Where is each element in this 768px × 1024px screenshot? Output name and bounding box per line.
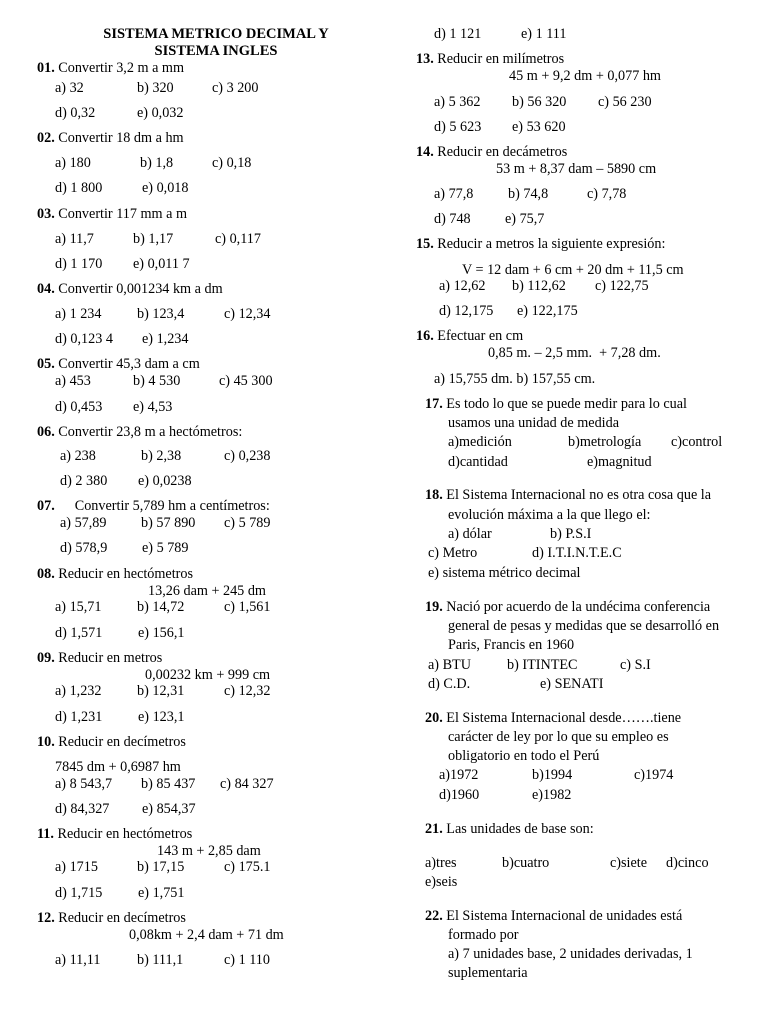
option-d: d) 1 121 xyxy=(434,26,482,42)
option-a: a) 12,62 xyxy=(439,278,486,294)
option-e: e)1982 xyxy=(532,787,572,803)
option-d: d)cinco xyxy=(666,855,709,871)
option-e: e) 156,1 xyxy=(138,625,185,641)
option-e: e) 0,032 xyxy=(137,105,184,121)
option-e: e)seis xyxy=(425,874,458,890)
option-b: b) 1,8 xyxy=(140,155,174,171)
option-d: d) 1 170 xyxy=(55,256,103,272)
question-text-cont: formado por xyxy=(448,927,519,943)
option-e: e) 75,7 xyxy=(505,211,545,227)
question-09 xyxy=(37,651,162,665)
question-text: Convertir 3,2 m a mm xyxy=(58,60,184,76)
option-a: a) 32 xyxy=(55,80,84,96)
option-a: a) 8 543,7 xyxy=(55,776,113,792)
option-c: c)1974 xyxy=(634,767,674,783)
option-a: a) 11,7 xyxy=(55,231,94,247)
question-expression: 45 m + 9,2 dm + 0,077 hm xyxy=(509,68,661,84)
question-number: 04. xyxy=(37,281,55,297)
question-number: 08. xyxy=(37,566,55,582)
question-expression: 7845 dm + 0,6987 hm xyxy=(55,759,181,775)
question-text: Convertir 117 mm a m xyxy=(58,206,188,222)
option-a-cont: suplementaria xyxy=(448,965,528,981)
option-d: d) 5 623 xyxy=(434,119,482,135)
question-text: El Sistema Internacional de unidades está xyxy=(446,908,683,924)
option-e: e) 0,018 xyxy=(142,180,189,196)
option-a: a) 5 362 xyxy=(434,94,481,110)
question-expression: 143 m + 2,85 dam xyxy=(157,843,261,859)
options-ab: a) 15,755 dm. b) 157,55 cm. xyxy=(434,371,596,387)
option-b: b) P.S.I xyxy=(550,526,592,542)
option-a: a) 1,232 xyxy=(55,683,102,699)
question-text: Convertir 23,8 m a hectómetros: xyxy=(58,424,243,440)
question-21 xyxy=(425,822,594,836)
option-a: a) 7 unidades base, 2 unidades derivadas, 1 xyxy=(448,946,693,962)
option-d: d) 0,32 xyxy=(55,105,96,121)
question-03 xyxy=(37,207,187,221)
option-a: a) BTU xyxy=(428,657,471,673)
option-d: d) 1 800 xyxy=(55,180,103,196)
question-text: Las unidades de base son: xyxy=(446,821,594,837)
question-number: 17. xyxy=(425,396,443,412)
question-06 xyxy=(37,425,242,439)
question-16 xyxy=(416,329,523,343)
option-e: e) 53 620 xyxy=(512,119,566,135)
question-number: 05. xyxy=(37,356,55,372)
question-number: 06. xyxy=(37,424,55,440)
option-d: d) I.T.I.N.T.E.C xyxy=(532,545,622,561)
question-17 xyxy=(425,397,687,411)
option-e: e) 4,53 xyxy=(133,399,173,415)
option-a: a) 77,8 xyxy=(434,186,474,202)
question-number: 20. xyxy=(425,710,443,726)
question-10 xyxy=(37,735,186,749)
question-text: El Sistema Internacional desde…….tiene xyxy=(446,710,682,726)
question-text: Reducir en hectómetros xyxy=(58,566,194,582)
option-b: b) ITINTEC xyxy=(507,657,578,673)
option-b: b) 57 890 xyxy=(141,515,196,531)
option-a: a) 57,89 xyxy=(60,515,107,531)
question-14 xyxy=(416,145,567,159)
option-c: c) 3 200 xyxy=(212,80,259,96)
question-number: 11. xyxy=(37,826,54,842)
option-d: d) 748 xyxy=(434,211,471,227)
option-e: e) 854,37 xyxy=(142,801,196,817)
option-c: c) S.I xyxy=(620,657,651,673)
option-d: d)1960 xyxy=(439,787,480,803)
option-a: a) 11,11 xyxy=(55,952,101,968)
option-b: b) 14,72 xyxy=(137,599,185,615)
question-number: 16. xyxy=(416,328,434,344)
question-11 xyxy=(37,827,192,841)
question-text: Reducir en decámetros xyxy=(437,144,568,160)
question-expression: 0,85 m. – 2,5 mm. + 7,28 dm. xyxy=(488,345,661,361)
option-e: e) 122,175 xyxy=(517,303,578,319)
question-number: 09. xyxy=(37,650,55,666)
question-number: 02. xyxy=(37,130,55,146)
question-text: Es todo lo que se puede medir para lo cual xyxy=(446,396,687,412)
option-c: c) 122,75 xyxy=(595,278,649,294)
question-text: Nació por acuerdo de la undécima conferencia xyxy=(446,599,711,615)
question-text-cont: general de pesas y medidas que se desarrolló en xyxy=(448,618,720,634)
option-b: b) 2,38 xyxy=(141,448,182,464)
option-c: c) 45 300 xyxy=(219,373,273,389)
option-b: b) 17,15 xyxy=(137,859,185,875)
question-text: Convertir 18 dm a hm xyxy=(58,130,184,146)
question-number: 03. xyxy=(37,206,55,222)
option-d: d) 1,715 xyxy=(55,885,103,901)
question-text: El Sistema Internacional no es otra cosa que la xyxy=(446,487,712,503)
question-number: 01. xyxy=(37,60,55,76)
option-c: c) 0,18 xyxy=(212,155,252,171)
option-d: d) 12,175 xyxy=(439,303,494,319)
question-text: Convertir 5,789 hm a centímetros: xyxy=(74,498,270,514)
question-number: 10. xyxy=(37,734,55,750)
question-18 xyxy=(425,488,711,502)
option-b: b) 123,4 xyxy=(137,306,185,322)
question-text: Reducir en decímetros xyxy=(58,910,186,926)
page-title-line2: SISTEMA INGLES xyxy=(154,43,278,59)
option-b: b) 112,62 xyxy=(512,278,566,294)
question-text-cont: obligatorio en todo el Perú xyxy=(448,748,600,764)
question-number: 21. xyxy=(425,821,443,837)
question-text-cont: usamos una unidad de medida xyxy=(448,415,619,431)
option-a: a) 180 xyxy=(55,155,91,171)
option-d: d) 0,123 4 xyxy=(55,331,113,347)
option-c: c) Metro xyxy=(428,545,478,561)
option-b: b) 4 530 xyxy=(133,373,181,389)
option-c: c) 0,238 xyxy=(224,448,271,464)
option-a: a)medición xyxy=(448,434,512,450)
option-c: c) 84 327 xyxy=(220,776,274,792)
question-text: Reducir en hectómetros xyxy=(57,826,193,842)
question-01 xyxy=(37,61,184,75)
page-title-line1: SISTEMA METRICO DECIMAL Y xyxy=(103,26,329,42)
option-b: b) 85 437 xyxy=(141,776,196,792)
question-02 xyxy=(37,131,184,145)
option-e: e) 1,751 xyxy=(138,885,185,901)
option-d: d) 84,327 xyxy=(55,801,110,817)
option-b: b)cuatro xyxy=(502,855,550,871)
option-c: c) 12,34 xyxy=(224,306,271,322)
question-number: 19. xyxy=(425,599,443,615)
question-22 xyxy=(425,909,682,923)
option-e: e) 123,1 xyxy=(138,709,185,725)
option-b: b) 56 320 xyxy=(512,94,567,110)
option-e: e)magnitud xyxy=(587,454,652,470)
question-13 xyxy=(416,52,564,66)
question-20 xyxy=(425,711,681,725)
option-b: b) 1,17 xyxy=(133,231,174,247)
option-b: b) 111,1 xyxy=(137,952,184,968)
question-08 xyxy=(37,567,193,581)
option-c: c) 7,78 xyxy=(587,186,627,202)
option-e: e) 0,0238 xyxy=(138,473,192,489)
option-c: c)siete xyxy=(610,855,648,871)
option-c: c) 12,32 xyxy=(224,683,271,699)
option-a: a) dólar xyxy=(448,526,492,542)
question-text: Reducir en milímetros xyxy=(437,51,565,67)
question-15 xyxy=(416,237,665,251)
question-number: 15. xyxy=(416,236,434,252)
option-e: e) 1,234 xyxy=(142,331,189,347)
question-04 xyxy=(37,282,223,296)
option-e: e) 0,011 7 xyxy=(133,256,190,272)
question-number: 18. xyxy=(425,487,443,503)
question-05 xyxy=(37,357,200,371)
question-text-cont: Paris, Francis en 1960 xyxy=(448,637,575,653)
option-a: a)1972 xyxy=(439,767,479,783)
question-number: 22. xyxy=(425,908,443,924)
question-number: 07. xyxy=(37,498,55,514)
option-b: b) 320 xyxy=(137,80,174,96)
option-c: c) 175.1 xyxy=(224,859,271,875)
question-text: Reducir en decímetros xyxy=(58,734,186,750)
question-expression: 53 m + 8,37 dam – 5890 cm xyxy=(496,161,657,177)
option-c: c)control xyxy=(671,434,723,450)
option-c: c) 56 230 xyxy=(598,94,652,110)
question-expression: 0,00232 km + 999 cm xyxy=(145,667,271,683)
question-text-cont: carácter de ley por lo que su empleo es xyxy=(448,729,669,745)
option-b: b)1994 xyxy=(532,767,573,783)
option-b: b)metrología xyxy=(568,434,642,450)
option-c: c) 5 789 xyxy=(224,515,271,531)
question-19 xyxy=(425,600,710,614)
option-b: b) 12,31 xyxy=(137,683,185,699)
option-a: a) 15,71 xyxy=(55,599,102,615)
option-d: d) 0,453 xyxy=(55,399,103,415)
question-number: 13. xyxy=(416,51,434,67)
option-d: d) 2 380 xyxy=(60,473,108,489)
question-12 xyxy=(37,911,186,925)
option-e: e) 1 111 xyxy=(521,26,567,42)
option-c: c) 1 110 xyxy=(224,952,270,968)
question-text: Efectuar en cm xyxy=(437,328,524,344)
option-e: e) SENATI xyxy=(540,676,604,692)
option-d: d) 1,231 xyxy=(55,709,103,725)
question-07 xyxy=(37,499,270,513)
question-number: 12. xyxy=(37,910,55,926)
question-expression: V = 12 dam + 6 cm + 20 dm + 11,5 cm xyxy=(462,262,684,278)
question-expression: 0,08km + 2,4 dam + 71 dm xyxy=(129,927,284,943)
option-d: d)cantidad xyxy=(448,454,508,470)
option-c: c) 0,117 xyxy=(215,231,261,247)
option-a: a) 1 234 xyxy=(55,306,102,322)
option-a: a) 453 xyxy=(55,373,91,389)
question-expression: 13,26 dam + 245 dm xyxy=(148,583,266,599)
option-a: a) 238 xyxy=(60,448,96,464)
option-a: a) 1715 xyxy=(55,859,98,875)
option-b: b) 74,8 xyxy=(508,186,549,202)
question-number: 14. xyxy=(416,144,434,160)
option-c: c) 1,561 xyxy=(224,599,271,615)
option-d: d) 1,571 xyxy=(55,625,103,641)
question-text: Reducir a metros la siguiente expresión: xyxy=(437,236,666,252)
option-e: e) sistema métrico decimal xyxy=(428,565,581,581)
question-text: Convertir 0,001234 km a dm xyxy=(58,281,223,297)
question-text-cont: evolución máxima a la que llego el: xyxy=(448,507,651,523)
question-text: Convertir 45,3 dam a cm xyxy=(58,356,200,372)
option-e: e) 5 789 xyxy=(142,540,189,556)
question-text: Reducir en metros xyxy=(58,650,163,666)
option-d: d) C.D. xyxy=(428,676,471,692)
option-d: d) 578,9 xyxy=(60,540,108,556)
option-a: a)tres xyxy=(425,855,457,871)
